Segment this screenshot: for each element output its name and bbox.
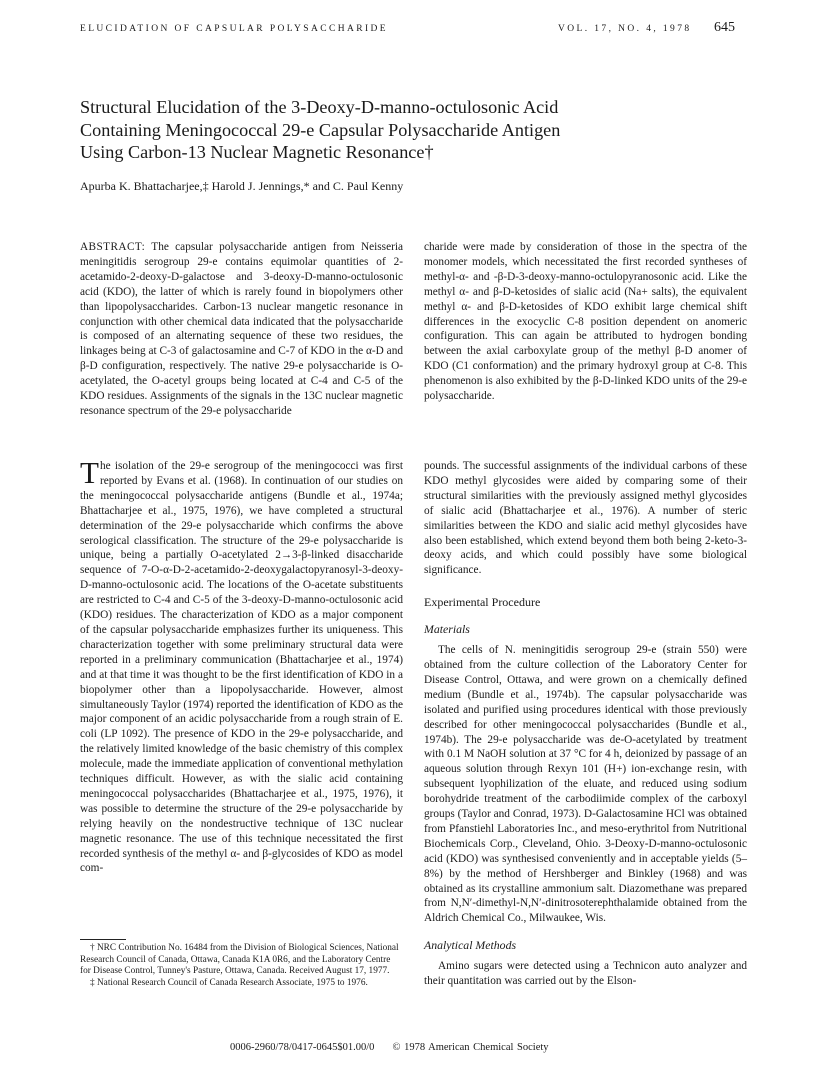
abstract-right-column: [424, 240, 747, 404]
subsection-heading-materials: Materials: [424, 622, 470, 637]
abstract-text-right: charide were made by consideration of those in the spectra of the monomer models, which necessitated the first recorded syntheses of methyl-α- and -β-D-3-deoxy-manno-octulopyranosonic acid. Like the methyl α- and β-D-ketosides of sialic acid (Na+ salts), the equivalent methyl α- and β-D-ketosides of KDO exhibit large chemical shift differences in the exocyclic C-8 position dependent on anomeric configuration. This can again be attributed to hydrogen bonding between the axial carboxylate group of the methyl β-D anomer of KDO (C1 conformation) and the primary hydroxyl group at C-8. This phenomenon is also exhibited by the β-D-linked KDO units of the 29-e polysaccharide.: [424, 241, 747, 403]
abstract-left-column: [80, 240, 403, 419]
subsection-heading-analytical: Analytical Methods: [424, 938, 517, 953]
intro-paragraph: he isolation of the 29-e serogroup of the meningococci was first reported by Evans et al. (1968). In continuation of our studies on the meningococcal polysaccharide antigens (Bundle et al., 1974a; Bhattacharjee et al., 1975, 1976), we have completed a structural determination of the 29-e polysaccharide which confirms the above serological classification. The structure of the 29-e polysaccharide is unique, being a partially O-acetylated 2→3-β-linked disaccharide sequence of 7-O-α-D-2-acetamido-2-deoxygalactopyranosyl-3-deoxy-D-manno-octulosonic acid. The locations of the O-acetate substituents are restricted to C-4 and C-5 of the 3-deoxy-D-manno-octulosonic acid (KDO) residues. The characterization of KDO as a major component of the capsular polysaccharide emphasizes further its uniqueness. This characterization together with some preliminary structural data were reported in a preliminary communication (Bhattacharjee et al., 1974) and at that time it was thought to be the first identification of KDO in a biopolymer other than a lipopolysaccharide. However, almost simultaneously Taylor (1974) reported the identification of KDO as the major component of an acidic polysaccharide from a rough strain of E. coli (LP 1092). The presence of KDO in the 29-e polysaccharide, and the relatively limited knowledge of the basic chemistry of this complex molecule, made the immediate application of conventional methylation techniques difficult. However, as with the sialic acid containing meningococcal polysaccharides (Bhattacharjee et al., 1975, 1976), it was possible to determine the structure of the 29-e polysaccharide by relying heavily on the nondestructive technique of 13C nuclear magnetic resonance. The use of this technique necessitated the first recorded synthesis of the methyl α- and β-glycosides of KDO as model com-: [80, 460, 403, 875]
footnote-double-dagger: ‡ National Research Council of Canada Research Associate, 1975 to 1976.: [90, 977, 368, 988]
article-title: [80, 96, 760, 164]
footnotes: [80, 943, 403, 989]
volume-info: VOL. 17, NO. 4, 1978: [558, 24, 692, 34]
page-number: 645: [714, 20, 735, 35]
title-line-2: Containing Meningococcal 29-e Capsular Polysaccharide Antigen: [80, 119, 561, 140]
intro-continuation: pounds. The successful assignments of the individual carbons of these KDO methyl glycosides were aided by comparing some of their structural similarities with the previously assigned methyl glycosides of sialic acid (Bhattacharjee et al., 1976). A number of steric similarities between the KDO and sialic acid methyl glycosides have also been established, which extend beyond them both being 2-keto-3-deoxy acids, and which could possibly have some biological significance.: [424, 460, 747, 577]
footnote-rule: [80, 939, 126, 940]
footer-code: 0006-2960/78/0417-0645$01.00/0: [230, 1042, 375, 1053]
abstract-text-left: The capsular polysaccharide antigen from Neisseria meningitidis serogroup 29-e contains equimolar quantities of 2-acetamido-2-deoxy-D-galactose and 3-deoxy-D-manno-octulosonic acid (KDO), the latter of which is rarely found in biopolymers other than lipopolysaccharides. Carbon-13 nuclear mangetic resonance in conjunction with other chemical data indicated that the polysaccharide is composed of an alternating sequence of these two residues, the linkages being at C-3 of galactosamine and C-7 of KDO in the α-D and β-D configuration, respectively. The native 29-e polysaccharide is O-acetylated, the O-acetyl groups being located at C-4 and C-5 of the KDO residues. Assignments of the signals in the 13C nuclear magnetic resonance spectrum of the 29-e polysaccharide: [80, 241, 404, 417]
abstract-label: ABSTRACT:: [80, 241, 146, 253]
footer-copyright: © 1978 American Chemical Society: [392, 1042, 549, 1053]
author-list: Apurba K. Bhattacharjee,‡ Harold J. Jennings,* and C. Paul Kenny: [80, 179, 404, 193]
drop-cap: T: [80, 455, 99, 490]
running-title: ELUCIDATION OF CAPSULAR POLYSACCHARIDE: [80, 24, 388, 34]
title-line-1: Structural Elucidation of the 3-Deoxy-D-manno-octulosonic Acid: [80, 97, 559, 117]
materials-paragraph: The cells of N. meningitidis serogroup 29-e (strain 550) were obtained from the culture collection of the Laboratory Center for Disease Control, Ottawa, and were grown on a chemically defined medium (Bundle et al., 1974b). The capsular polysaccharide was isolated and purified using procedures identical with those previously described for other meningococcal polysaccharides (Bundle et al., 1974b). The 29-e polysaccharide was de-O-acetylated by treatment with 0.1 M NaOH solution at 37 °C for 4 h, deionized by passage of an aqueous solution through Rexyn 101 (H+) ion-exchange resin, with subsequent lyophilization of the eluate, and reduced using sodium borohydride treatment of the carbodiimide complex of the carboxyl groups (Taylor and Conrad, 1973). D-Galactosamine HCl was obtained from Pfanstiehl Laboratories Inc., and meso-erythritol from Nutritional Biochemicals Corp., Cleveland, Ohio. 3-Deoxy-D-manno-octulosonic acid (KDO) was synthesised conveniently and in acceptable yields (5–8%) by the method of Hershberger and Binkley (1968) and was obtained as its crystalline ammonium salt. Diazomethane was prepared from N,N′-dimethyl-N,N′-dinitrosoterephthalamide obtained from the Aldrich Chemical Co., Milwaukee, Wis.: [424, 644, 747, 925]
page-footer: [230, 1042, 549, 1053]
section-heading-experimental: Experimental Procedure: [424, 595, 541, 610]
footnote-dagger: † NRC Contribution No. 16484 from the Division of Biological Sciences, National Research Council of Canada, Ottawa, Canada K1A 0R6, and the Laboratory Centre for Disease Control, Tunney's Pasture, Ottawa, Canada. Received August 17, 1977.: [80, 943, 399, 977]
body-left-column: [80, 455, 403, 876]
body-right-column: [424, 459, 747, 989]
title-line-3: Using Carbon-13 Nuclear Magnetic Resonance†: [80, 142, 434, 162]
analytical-paragraph: Amino sugars were detected using a Technicon auto analyzer and their quantitation was carried out by the Elson-: [424, 960, 747, 988]
